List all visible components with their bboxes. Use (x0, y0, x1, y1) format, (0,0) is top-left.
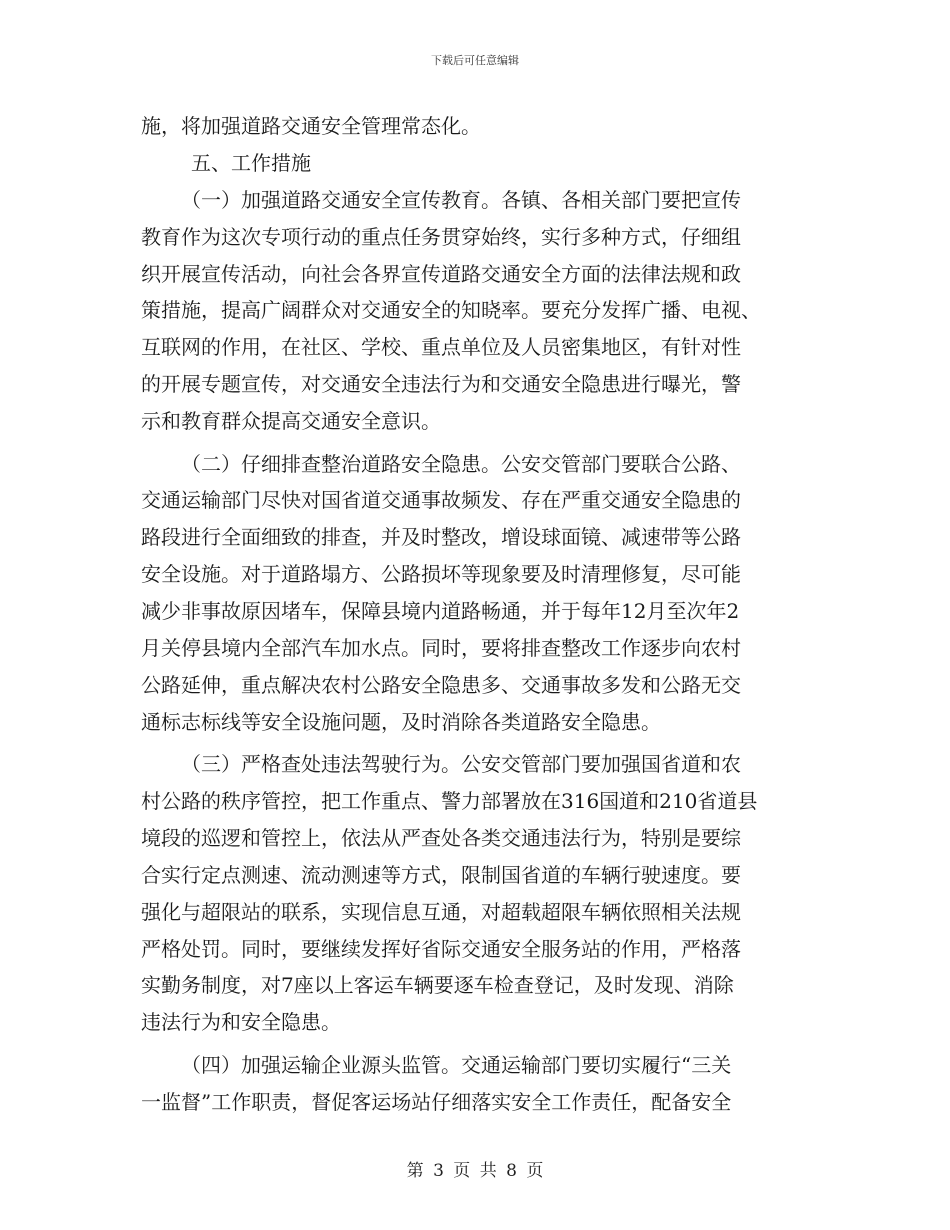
text-line: 一监督”工作职责，督促客运场站仔细落实安全工作责任，配备安全 (141, 1089, 732, 1114)
paragraph-first-line: （四）加强运输企业源头监管。交通运输部门要切实履行“三关 (181, 1052, 732, 1077)
text-line: 织开展宣传活动，向社会各界宣传道路交通安全方面的法律法规和政 (141, 261, 741, 286)
text-line: 路段进行全面细致的排查，并及时整改，增设球面镜、减速带等公路 (141, 525, 741, 550)
text-line: 施，将加强道路交通安全管理常态化。 (141, 114, 481, 138)
text-line: 村公路的秩序管控，把工作重点、警力部署放在316国道和210省道县 (141, 789, 758, 814)
text-line: 强化与超限站的联系，实现信息互通，对超载超限车辆依照相关法规 (141, 899, 741, 924)
text-line: 境段的巡逻和管控上，依法从严查处各类交通违法行为，特别是要综 (141, 825, 741, 850)
text-line: 减少非事故原因堵车，保障县境内道路畅通，并于每年12月至次年2 (141, 599, 740, 624)
text-line: 策措施，提高广阔群众对交通安全的知晓率。要充分发挥广播、电视、 (141, 298, 761, 323)
text-line: 违法行为和安全隐患。 (141, 1010, 341, 1035)
text-line: 严格处罚。同时，要继续发挥好省际交通安全服务站的作用，严格落 (141, 936, 741, 961)
text-line: 的开展专题宣传，对交通安全违法行为和交通安全隐患进行曝光，警 (141, 372, 741, 397)
text-line: 安全设施。对于道路塌方、公路损坏等现象要及时清理修复，尽可能 (141, 562, 741, 587)
text-line: 实勤务制度，对7座以上客运车辆要逐车检查登记，及时发现、消除 (141, 973, 734, 998)
text-line: 合实行定点测速、流动测速等方式，限制国省道的车辆行驶速度。要 (141, 862, 741, 887)
document-body (141, 108, 817, 1121)
text-line: 示和教育群众提高交通安全意识。 (141, 409, 441, 434)
paragraph-first-line: （三）严格查处违法驾驶行为。公安交管部门要加强国省道和农 (181, 752, 741, 777)
text-line: 交通运输部门尽快对国省道交通事故频发、存在严重交通安全隐患的 (141, 488, 741, 513)
text-line: 互联网的作用，在社区、学校、重点单位及人员密集地区，有针对性 (141, 335, 741, 360)
text-line: 公路延伸，重点解决农村公路安全隐患多、交通事故多发和公路无交 (141, 672, 741, 697)
paragraph-first-line: （一）加强道路交通安全宣传教育。各镇、各相关部门要把宣传 (181, 187, 741, 212)
page-header: 下载后可任意编辑 (431, 54, 519, 67)
section-heading: 五、工作措施 (191, 150, 311, 175)
page-number: 第 3 页 共 8 页 (406, 1161, 544, 1181)
text-line: 教育作为这次专项行动的重点任务贯穿始终，实行多种方式，仔细组 (141, 224, 741, 249)
paragraph-first-line: （二）仔细排查整治道路安全隐患。公安交管部门要联合公路、 (181, 451, 741, 476)
text-line: 月关停县境内全部汽车加水点。同时，要将排查整改工作逐步向农村 (141, 635, 741, 660)
text-line: 通标志标线等安全设施问题，及时消除各类道路安全隐患。 (141, 709, 661, 734)
